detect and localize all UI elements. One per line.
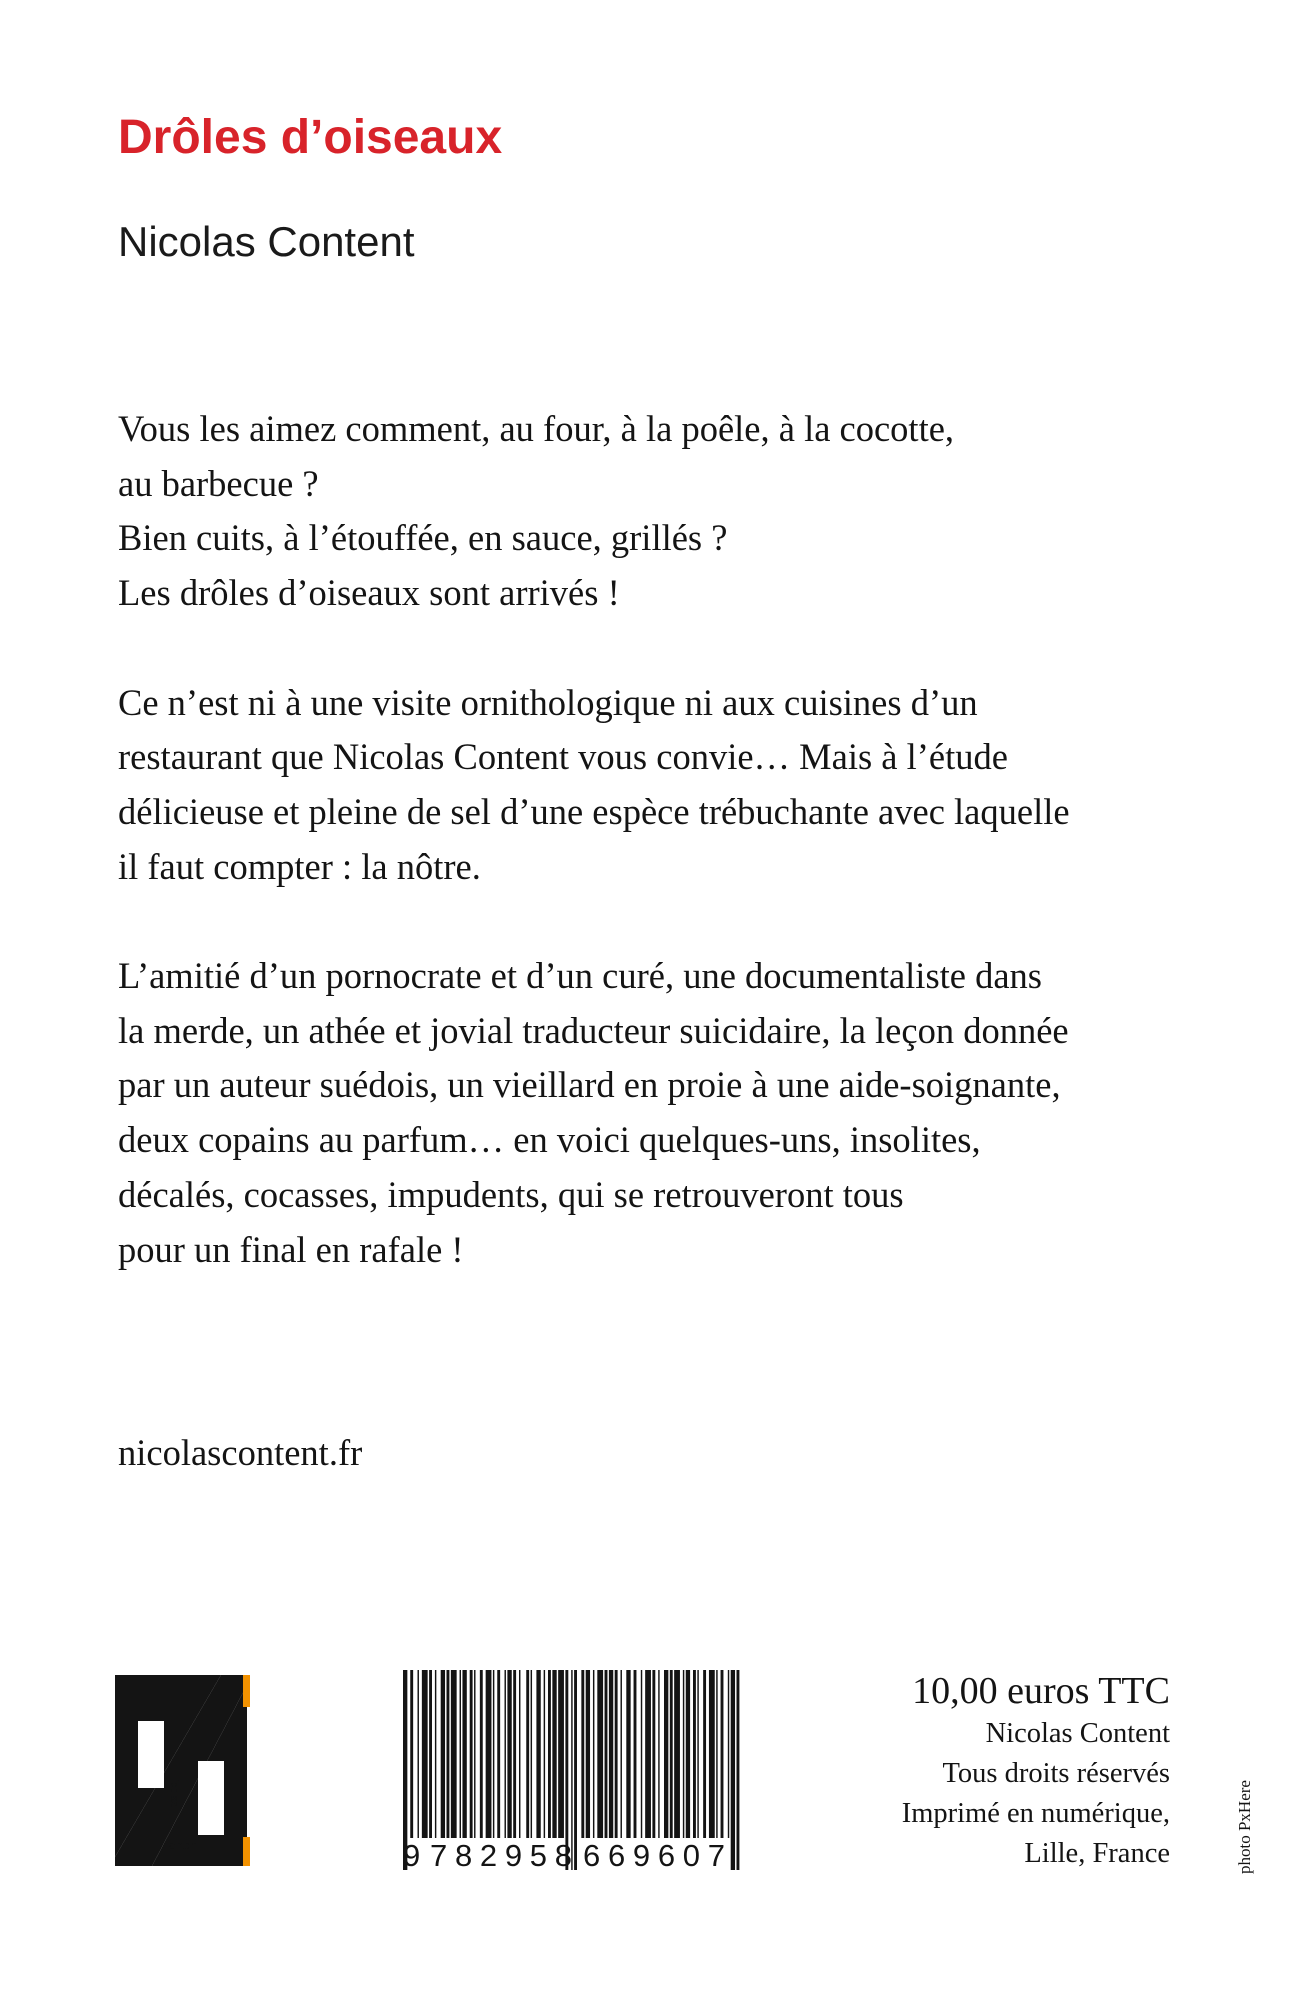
barcode-bar [429,1670,432,1838]
blurb-line: délicieuse et pleine de sel d’une espèce trébuchante avec laquelle [118,790,1070,832]
barcode-bar [410,1670,413,1838]
logo-text-top: icolas [168,1779,180,1808]
barcode-bar [693,1670,696,1838]
barcode-bar [451,1670,457,1838]
barcode-bar [586,1670,590,1838]
barcode-bar [670,1670,673,1838]
barcode-bar [683,1670,684,1838]
barcode-bar [645,1670,651,1838]
logo-accent-bottom [243,1837,250,1866]
barcode-bar [697,1670,698,1838]
book-title: Drôles d’oiseaux [118,111,503,164]
barcode-digits-left: 782958 [430,1838,572,1870]
barcode-bar [658,1670,659,1838]
blurb-line: il faut compter : la nôtre. [118,845,481,887]
barcode-bar [626,1670,630,1838]
rights-notice: Tous droits réservés [942,1758,1170,1789]
barcode-bar [470,1670,473,1838]
barcode-bar [418,1670,419,1838]
barcode-bar [721,1670,724,1838]
barcode-digits-right: 669607 [583,1838,725,1870]
barcode-bar [709,1670,715,1838]
blurb-line: par un auteur suédois, un vieillard en proie à une aide-soignante, [118,1064,1061,1106]
barcode-bar [674,1670,680,1838]
barcode-bar [552,1670,556,1838]
blurb-line: restaurant que Nicolas Content vous convie… Mais à l’étude [118,736,1008,778]
barcode-bar [493,1670,494,1838]
blurb-line: L’amitié d’un pornocrate et d’un curé, une documentaliste dans [118,955,1043,996]
publisher-name: Nicolas Content [985,1718,1170,1749]
barcode-digit-prefix: 9 [403,1838,421,1870]
barcode-bar [641,1670,642,1838]
barcode-bar [460,1670,461,1838]
barcode-bar [507,1670,511,1838]
barcode-bar [609,1670,613,1838]
blurb-paragraph [118,402,1238,621]
book-author: Nicolas Content [118,218,415,265]
blurb-line: Vous les aimez comment, au four, à la poêle, à la cocotte, [118,408,955,449]
isbn-barcode [403,1670,740,1870]
price-and-rights [902,1668,1170,1874]
barcode-bar [480,1670,483,1838]
barcode-bar [519,1670,520,1838]
barcode-bar [526,1670,529,1838]
printing-info: Imprimé en numérique, [901,1798,1170,1829]
barcode-bar [486,1670,492,1838]
printing-location: Lille, France [1024,1838,1170,1869]
barcode-bar [544,1670,545,1838]
barcode-bar [422,1670,428,1838]
blurb-line: pour un final en rafale ! [118,1228,464,1270]
barcode-bar [435,1670,436,1838]
barcode-bar [737,1670,740,1870]
blurb-line: Ce n’est ni à une visite ornithologique ni aux cuisines d’un [118,681,978,723]
barcode-bar [536,1670,540,1838]
logo-notch-left [138,1721,164,1788]
photo-credit: photo PxHere [1235,1780,1254,1874]
barcode-bar [505,1670,506,1838]
nc-publisher-logo-icon [115,1675,250,1866]
barcode-bar [531,1670,532,1838]
logo-text-bottom: ontent [169,1840,200,1852]
barcode-bar [593,1670,594,1838]
barcode-bar [558,1670,564,1838]
blurb-line: deux copains au parfum… en voici quelques-uns, insolites, [118,1119,981,1161]
blurb-line: au barbecue ? [118,462,319,504]
price: 10,00 euros TTC [912,1670,1170,1712]
barcode-bar [652,1670,655,1838]
barcode-bar [605,1670,608,1838]
barcode-bar [615,1670,618,1838]
barcode-bar [447,1670,450,1838]
logo-accent-top [243,1675,250,1707]
back-cover-blurb [118,402,1238,1332]
barcode-bar [462,1670,466,1838]
barcode-bar [621,1670,622,1838]
barcode-bar [441,1670,445,1838]
barcode-bar [513,1670,516,1838]
barcode-bar [548,1670,551,1838]
barcode-bar [728,1670,729,1838]
blurb-line: décalés, cocasses, impudents, qui se retrouveront tous [118,1173,904,1215]
blurb-line: la merde, un athée et jovial traducteur suicidaire, la leçon donnée [118,1009,1069,1051]
blurb-paragraph [118,676,1238,895]
barcode-bar [574,1670,577,1870]
barcode-bar [664,1670,668,1838]
barcode-bar [474,1670,475,1838]
barcode-bar [716,1670,717,1838]
barcode-bar [597,1670,603,1838]
barcode-bar [634,1670,637,1838]
barcode-bar [497,1670,500,1838]
logo-notch-right [198,1761,224,1835]
author-website: nicolascontent.fr [118,1432,363,1473]
blurb-line: Les drôles d’oiseaux sont arrivés ! [118,572,620,614]
barcode-bar [703,1670,706,1838]
barcode-bar [731,1670,735,1870]
barcode-bar [581,1670,584,1838]
barcode-bar [686,1670,690,1838]
blurb-paragraph [118,949,1238,1277]
blurb-line: Bien cuits, à l’étouffée, en sauce, grillés ? [118,517,728,559]
